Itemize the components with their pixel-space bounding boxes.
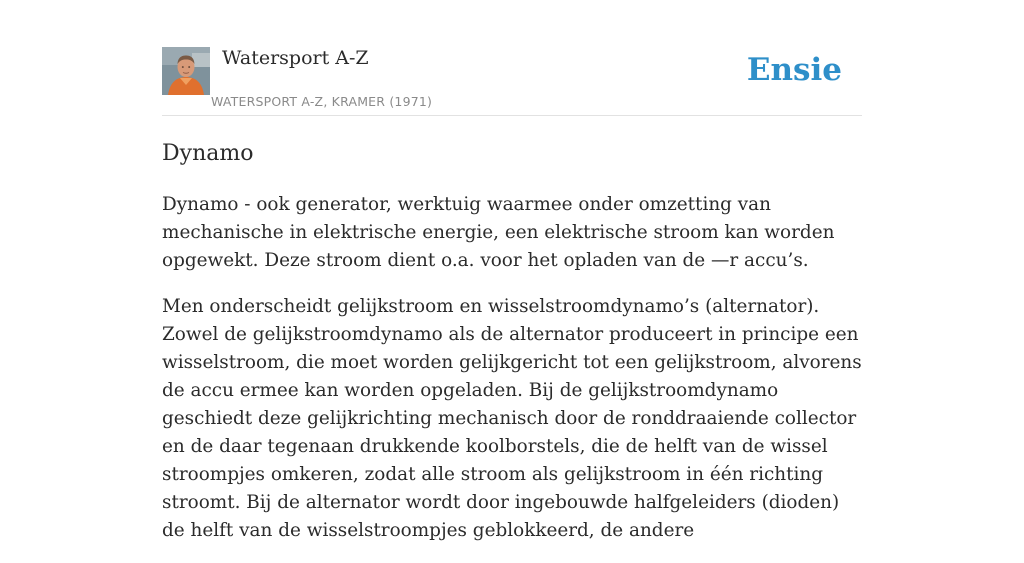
- article-paragraph-1: Dynamo - ook generator, werktuig waarmee onder omzetting van mechanische in elektrische energie, een elektrische stroom kan worden opgewekt. Deze stroom dient o.a. voor het opladen van de —r accu’s.: [162, 194, 835, 271]
- article: [162, 138, 866, 563]
- article-title: Dynamo: [162, 141, 254, 166]
- source-header: [162, 46, 862, 116]
- article-paragraph-2: Men onderscheidt gelijkstroom en wisselstroomdynamo’s (alternator). Zowel de gelijkstroomdynamo als de alternator produceert in principe een wisselstroom, die moet worden gelijkgericht tot een gelijkstroom, alvorens de accu ermee kan worden opgeladen. Bij de gelijkstroomdynamo geschiedt deze gelijkrichting mechanisch door de ronddraaiende collector en de daar tegenaan drukkende koolborstels, die de helft van de wissel stroompjes omkeren, zodat alle stroom als gelijkstroom in één richting stroomt. Bij de alternator wordt door ingebouwde halfgeleiders (dioden) de helft van de wisselstroompjes geblokkeerd, de andere: [162, 296, 862, 541]
- source-title[interactable]: Watersport A-Z: [222, 47, 369, 69]
- ensie-logo[interactable]: Ensie: [746, 52, 842, 88]
- avatar-portrait-icon: [162, 47, 210, 95]
- source-subtitle: WATERSPORT A-Z, KRAMER (1971): [211, 94, 433, 109]
- avatar[interactable]: [162, 47, 210, 95]
- header-divider: [162, 115, 862, 116]
